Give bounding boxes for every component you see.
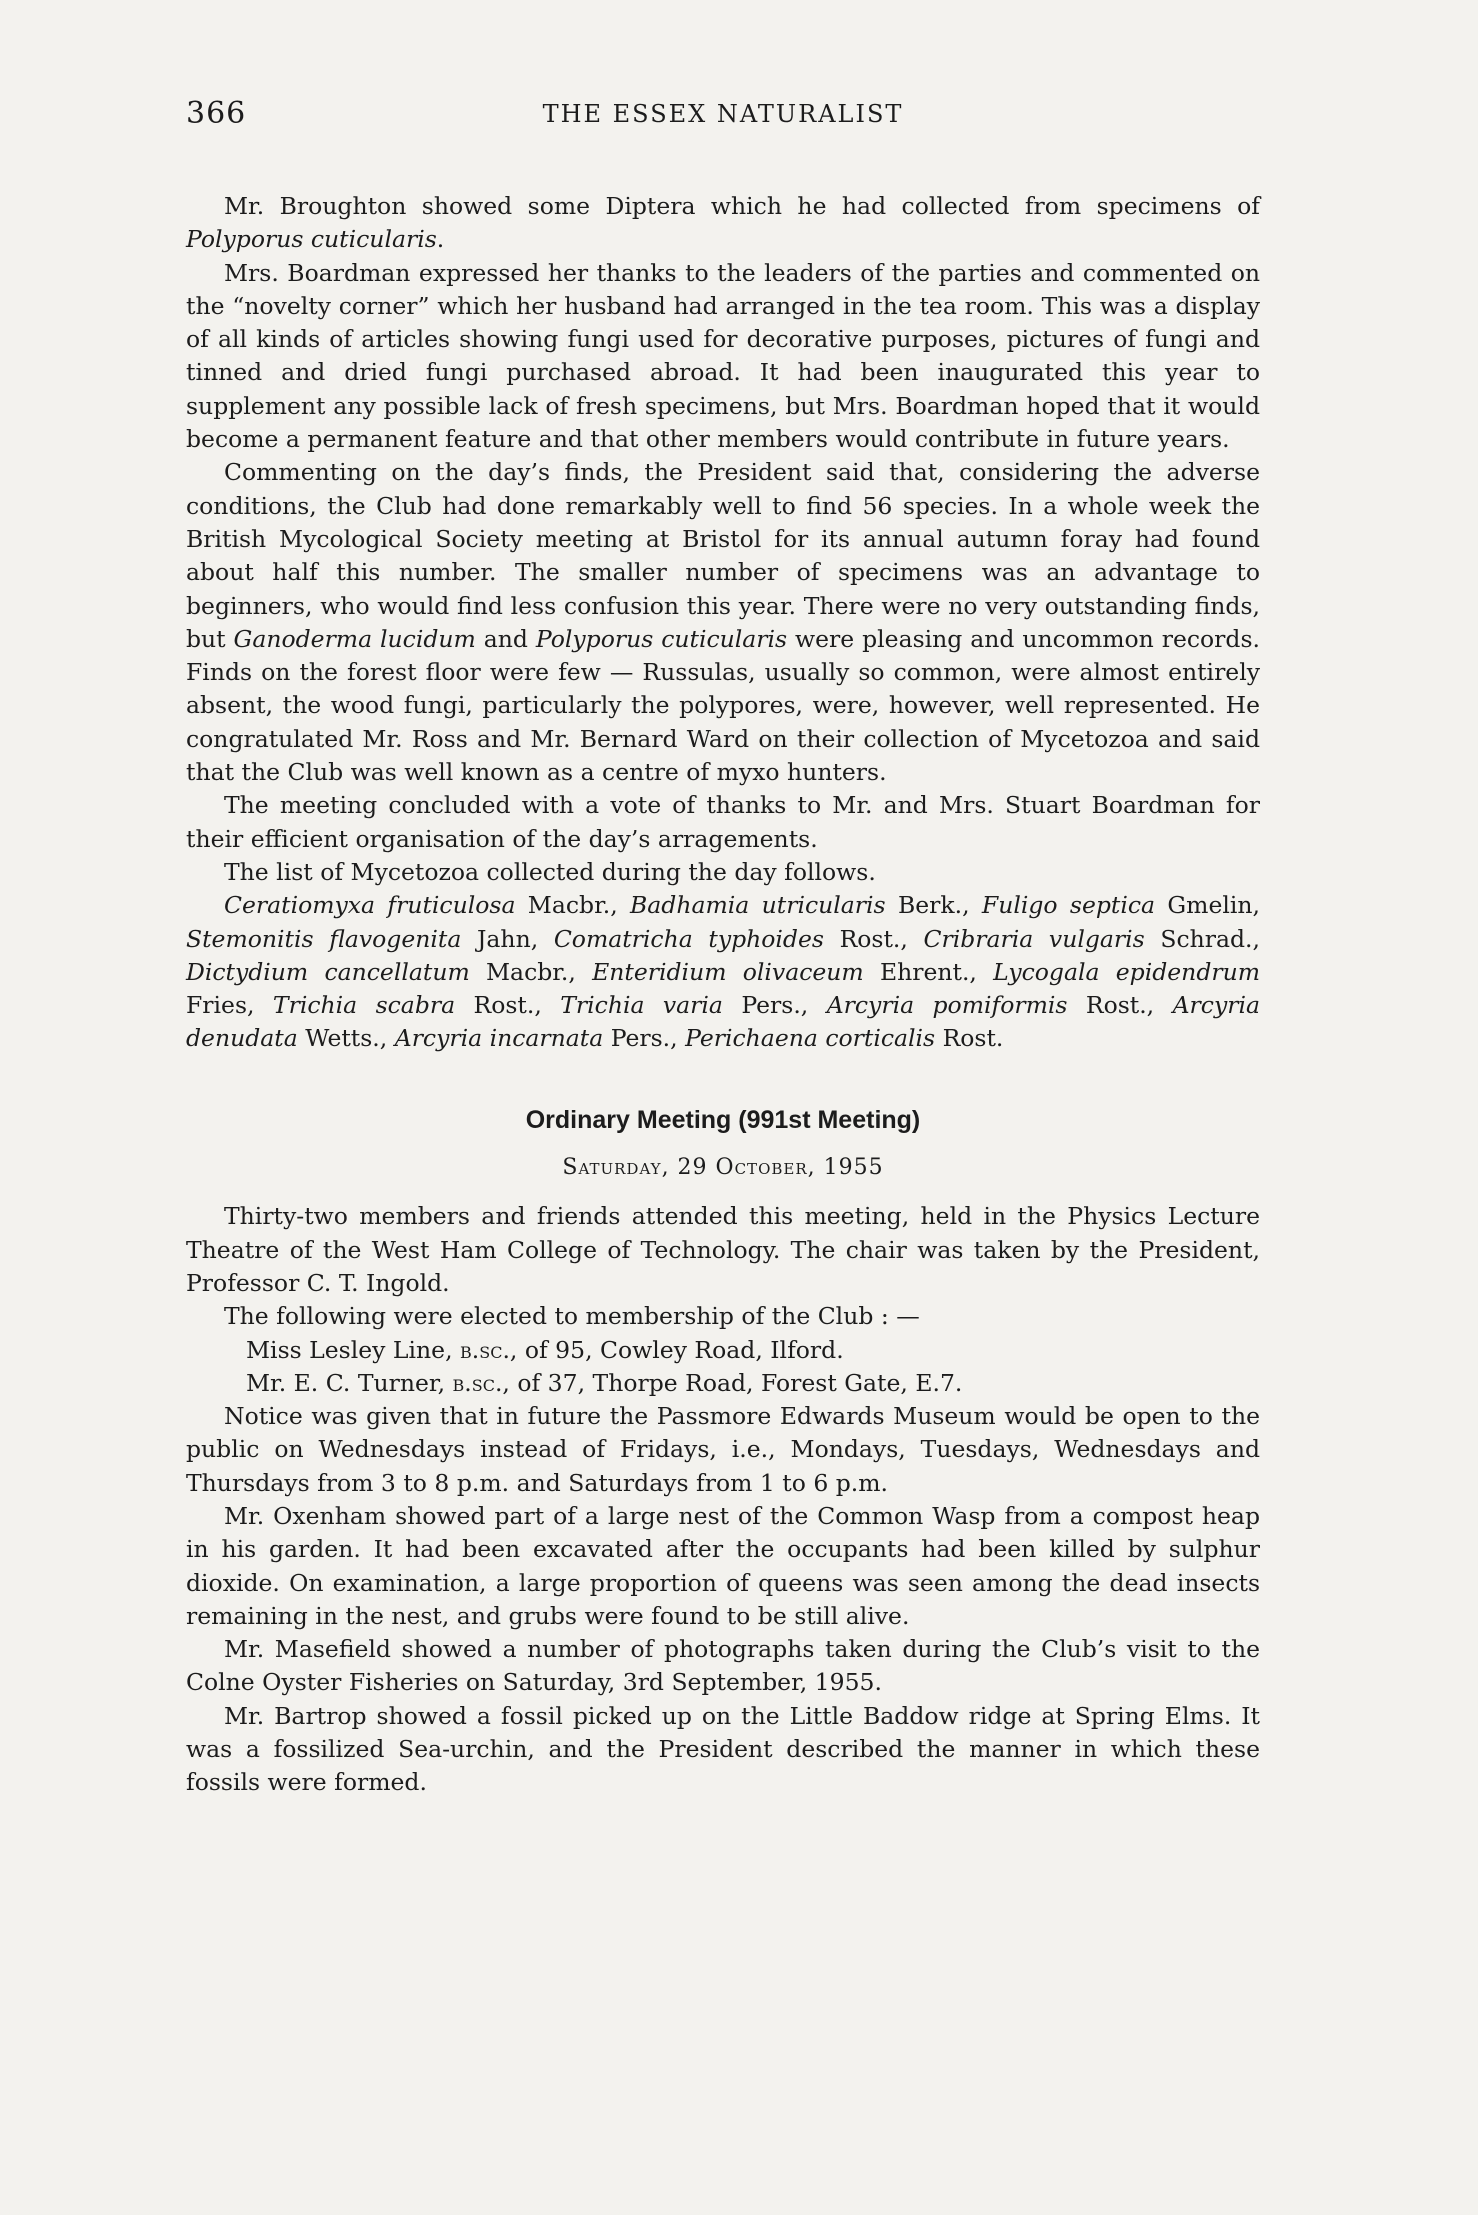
paragraph-list-intro: The list of Mycetozoa collected during the day follows.	[224, 857, 876, 886]
page-number: 366	[186, 96, 247, 131]
page-header	[186, 96, 1260, 136]
species-name: Ganoderma lucidum	[233, 624, 476, 653]
species-name: Arcyria pomiformis	[826, 991, 1068, 1020]
paragraph-elected: The following were elected to membership of the Club : —	[224, 1302, 920, 1331]
meeting-date	[186, 1151, 1260, 1184]
species-author: Rost.,	[823, 924, 924, 953]
species-author: Pers.,	[722, 991, 827, 1020]
species-author: Rost.	[935, 1024, 1004, 1053]
text: were pleasing and uncommon records. Finds on the forest floor were few — Russulas, usually so common, were almost entirely absent, the wood fungi, particularly the polypores, were, however, well represented. He congratulated Mr. Ross and Mr. Bernard Ward on their collection of Mycetozoa and said that the Club was well known as a centre of myxo hunters.	[186, 624, 1260, 787]
species-author: Macbr.,	[469, 957, 593, 986]
species-name: Perichaena corticalis	[685, 1024, 936, 1053]
species-author: Fries,	[186, 991, 273, 1020]
species-author: Pers.,	[603, 1024, 686, 1053]
text: Mr. Broughton showed some Diptera which he had collected from specimens of	[224, 192, 1260, 220]
species-name: Polyporus cuticularis	[186, 225, 437, 254]
species-name: Ceratiomyxa fruticulosa	[224, 891, 516, 920]
member-address: , of 95, Cowley Road, Ilford.	[509, 1335, 844, 1364]
paragraph-masefield: Mr. Masefield showed a number of photographs taken during the Club’s visit to the Colne Oyster Fisheries on Saturday, 3rd September, 1955.	[186, 1635, 1260, 1697]
species-author: Ehrent.,	[863, 957, 994, 986]
paragraph-vote-of-thanks: The meeting concluded with a vote of thanks to Mr. and Mrs. Stuart Boardman for their efficient organisation of the day’s arragements.	[186, 791, 1260, 853]
species-name: Trichia scabra	[272, 991, 456, 1020]
paragraph-oxenham: Mr. Oxenham showed part of a large nest of the Common Wasp from a compost heap in his garden. It had been excavated after the occupants had been killed by sulphur dioxide. On examination, a large proportion of queens was seen among the dead insects remaining in the nest, and grubs were found to be still alive.	[186, 1501, 1260, 1630]
species-name: Polyporus cuticularis	[535, 624, 788, 653]
paragraph-broughton	[186, 190, 1260, 257]
species-name: Lycogala epidendrum	[993, 957, 1261, 986]
new-member-turner	[186, 1367, 1260, 1400]
species-name: Cribraria vulgaris	[923, 924, 1145, 953]
species-name: Dictydium cancellatum	[186, 957, 470, 986]
species-author: Gmelin,	[1155, 891, 1261, 920]
paragraph-bartrop: Mr. Bartrop showed a fossil picked up on the Little Baddow ridge at Spring Elms. It was a fossilized Sea-urchin, and the President described the manner in which these fossils were formed.	[186, 1701, 1260, 1797]
date-month: October,	[715, 1155, 816, 1181]
date-day: Saturday,	[562, 1155, 670, 1181]
member-name: Miss Lesley Line,	[246, 1335, 461, 1364]
species-author: Berk.,	[885, 891, 982, 920]
new-member-line	[186, 1334, 1260, 1367]
species-author: Wetts.,	[297, 1024, 395, 1053]
paragraph-attendance: Thirty-two members and friends attended this meeting, held in the Physics Lecture Theatre of the West Ham College of Technology. The chair was taken by the President, Professor C. T. Ingold.	[186, 1202, 1260, 1297]
paragraph-museum-notice: Notice was given that in future the Passmore Edwards Museum would be open to the public on Wednesdays instead of Fridays, i.e., Mondays, Tuesdays, Wednesdays and Thursdays from 3 to 8 p.m. and Saturdays from 1 to 6 p.m.	[186, 1402, 1260, 1497]
species-name: Stemonitis flavogenita	[186, 924, 462, 953]
species-list	[186, 889, 1260, 1055]
member-degree: b.sc.	[452, 1368, 503, 1397]
species-name: Fuligo septica	[981, 891, 1156, 920]
running-head: THE ESSEX NATURALIST	[542, 100, 904, 128]
species-author: Rost.,	[1067, 991, 1173, 1020]
species-name: Arcyria incarnata	[394, 1024, 604, 1053]
text: and	[475, 624, 536, 653]
species-name: Trichia varia	[560, 991, 723, 1020]
paragraph-president-comments	[186, 456, 1260, 789]
date-year: 1955	[815, 1155, 884, 1181]
species-name: Badhamia utricularis	[630, 891, 886, 920]
species-name: Enteridium olivaceum	[592, 957, 864, 986]
member-degree: b.sc.	[460, 1335, 510, 1364]
species-author: Macbr.,	[515, 891, 631, 920]
species-author: Schrad.,	[1144, 924, 1260, 953]
paragraph-boardman: Mrs. Boardman expressed her thanks to the leaders of the parties and commented on the “novelty corner” which her husband had arranged in the tea room. This was a display of all kinds of articles showing fungi used for decorative purposes, pictures of fungi and tinned and dried fungi purchased abroad. It had been inaugurated this year to supplement any possible lack of fresh specimens, but Mrs. Boardman hoped that it would become a permanent feature and that other members would contribute in future years.	[186, 258, 1260, 454]
page-body	[186, 190, 1260, 1800]
species-name: Arcyria denudata	[186, 991, 1260, 1053]
species-name: Comatricha typhoides	[553, 924, 824, 953]
date-number: 29	[669, 1155, 716, 1181]
member-name: Mr. E. C. Turner,	[246, 1368, 453, 1397]
text: Commenting on the day’s finds, the President said that, considering the adverse conditions, the Club had done remarkably well to find 56 species. In a whole week the British Mycological Society meeting at Bristol for its annual autumn foray had found about half this number. The smaller number of specimens was an advantage to beginners, who would find less confusion this year. There were no very outstanding finds, but	[186, 458, 1260, 653]
text: .	[436, 225, 445, 254]
section-title: Ordinary Meeting (991st Meeting)	[525, 1105, 921, 1134]
species-author: Jahn,	[461, 924, 554, 953]
species-author: Rost.,	[455, 991, 561, 1020]
member-address: , of 37, Thorpe Road, Forest Gate, E.7.	[502, 1368, 963, 1397]
